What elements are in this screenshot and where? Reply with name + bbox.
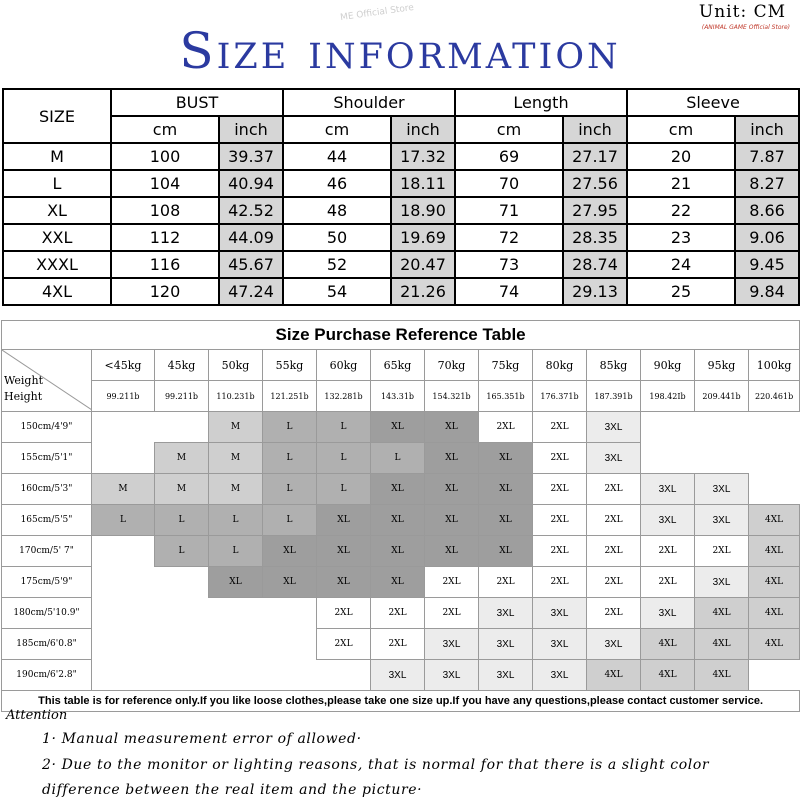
empty-cell: [263, 660, 317, 691]
recommended-size-cell: 2XL: [533, 443, 587, 474]
weight-kg-header: 95kg: [695, 350, 749, 381]
recommended-size-cell: 2XL: [479, 412, 533, 443]
recommended-size-cell: 2XL: [425, 567, 479, 598]
recommended-size-cell: 2XL: [533, 567, 587, 598]
empty-cell: [317, 660, 371, 691]
recommended-size-cell: XL: [317, 505, 371, 536]
size-label: L: [3, 170, 111, 197]
empty-cell: [749, 474, 800, 505]
weight-kg-header: 55kg: [263, 350, 317, 381]
measurement-cell: 28.74: [563, 251, 627, 278]
reference-table-caption: Size Purchase Reference Table: [2, 321, 800, 350]
recommended-size-cell: 4XL: [749, 598, 800, 629]
recommended-size-cell: L: [263, 505, 317, 536]
empty-cell: [155, 598, 209, 629]
group-header: BUST: [111, 89, 283, 116]
weight-lb-row: [2, 381, 800, 412]
recommended-size-cell: 2XL: [317, 598, 371, 629]
empty-cell: [749, 412, 800, 443]
empty-cell: [155, 629, 209, 660]
weight-lb-header: 176.371b: [533, 381, 587, 412]
recommended-size-cell: L: [209, 505, 263, 536]
store-caption: (ANIMAL GAME Official Store): [701, 24, 790, 31]
empty-cell: [92, 536, 155, 567]
group-header: Shoulder: [283, 89, 455, 116]
recommended-size-cell: 3XL: [371, 660, 425, 691]
weight-kg-header: 85kg: [587, 350, 641, 381]
recommended-size-cell: 2XL: [641, 567, 695, 598]
height-label: 150cm/4'9": [2, 412, 92, 443]
size-label: 4XL: [3, 278, 111, 305]
recommended-size-cell: 3XL: [641, 505, 695, 536]
recommended-size-cell: XL: [371, 505, 425, 536]
recommended-size-cell: XL: [479, 443, 533, 474]
measurement-cell: 9.84: [735, 278, 799, 305]
recommended-size-cell: L: [317, 443, 371, 474]
weight-corner-label: Weight: [4, 374, 43, 387]
height-label: 185cm/6'0.8": [2, 629, 92, 660]
recommended-size-cell: M: [209, 474, 263, 505]
empty-cell: [641, 443, 695, 474]
measurement-cell: 9.06: [735, 224, 799, 251]
empty-cell: [92, 412, 155, 443]
recommended-size-cell: 3XL: [479, 660, 533, 691]
recommended-size-cell: 2XL: [371, 598, 425, 629]
recommended-size-cell: 4XL: [749, 536, 800, 567]
measurement-cell: 20.47: [391, 251, 455, 278]
recommended-size-cell: L: [371, 443, 425, 474]
recommended-size-cell: 3XL: [425, 629, 479, 660]
measurement-cell: 8.66: [735, 197, 799, 224]
recommended-size-cell: XL: [425, 443, 479, 474]
recommended-size-cell: 2XL: [587, 598, 641, 629]
weight-lb-header: 132.281b: [317, 381, 371, 412]
recommended-size-cell: 2XL: [479, 567, 533, 598]
height-row: [2, 505, 800, 536]
recommended-size-cell: 2XL: [587, 567, 641, 598]
unit-header: cm: [283, 116, 391, 143]
recommended-size-cell: XL: [425, 412, 479, 443]
recommended-size-cell: 3XL: [533, 660, 587, 691]
recommended-size-cell: L: [263, 412, 317, 443]
measurement-cell: 9.45: [735, 251, 799, 278]
measurement-cell: 39.37: [219, 143, 283, 170]
recommended-size-cell: 4XL: [695, 598, 749, 629]
empty-cell: [92, 660, 155, 691]
measurement-cell: 73: [455, 251, 563, 278]
measurement-cell: 48: [283, 197, 391, 224]
measurement-cell: 70: [455, 170, 563, 197]
unit-header: cm: [455, 116, 563, 143]
recommended-size-cell: M: [155, 474, 209, 505]
empty-cell: [155, 412, 209, 443]
unit-header: inch: [391, 116, 455, 143]
size-label: XXXL: [3, 251, 111, 278]
recommended-size-cell: 4XL: [641, 629, 695, 660]
measurement-cell: 27.17: [563, 143, 627, 170]
recommended-size-cell: 4XL: [749, 505, 800, 536]
recommended-size-cell: XL: [209, 567, 263, 598]
recommended-size-cell: 2XL: [317, 629, 371, 660]
weight-lb-header: 198.42Ib: [641, 381, 695, 412]
measurement-cell: 18.90: [391, 197, 455, 224]
unit-header-row: [3, 116, 799, 143]
weight-kg-header: 75kg: [479, 350, 533, 381]
recommended-size-cell: XL: [479, 505, 533, 536]
recommended-size-cell: 2XL: [371, 629, 425, 660]
measurement-cell: 42.52: [219, 197, 283, 224]
recommended-size-cell: 2XL: [533, 412, 587, 443]
recommended-size-cell: 2XL: [587, 505, 641, 536]
recommended-size-cell: 3XL: [695, 567, 749, 598]
measurement-cell: 69: [455, 143, 563, 170]
empty-cell: [209, 598, 263, 629]
weight-lb-header: 209.441b: [695, 381, 749, 412]
empty-cell: [92, 598, 155, 629]
empty-cell: [263, 629, 317, 660]
recommended-size-cell: 2XL: [533, 536, 587, 567]
recommended-size-cell: M: [92, 474, 155, 505]
height-row: [2, 598, 800, 629]
recommended-size-cell: 4XL: [695, 660, 749, 691]
attention-note: difference between the real item and the picture·: [42, 782, 423, 798]
size-header-row: [3, 89, 799, 116]
measurement-cell: 100: [111, 143, 219, 170]
group-header: Sleeve: [627, 89, 799, 116]
size-chart-table: [2, 88, 800, 306]
measurement-cell: 21.26: [391, 278, 455, 305]
recommended-size-cell: XL: [479, 474, 533, 505]
recommended-size-cell: 3XL: [641, 598, 695, 629]
empty-cell: [749, 660, 800, 691]
measurement-cell: 17.32: [391, 143, 455, 170]
height-label: 190cm/6'2.8": [2, 660, 92, 691]
empty-cell: [749, 443, 800, 474]
measurement-cell: 22: [627, 197, 735, 224]
measurement-cell: 18.11: [391, 170, 455, 197]
weight-kg-header: 60kg: [317, 350, 371, 381]
weight-kg-header: 70kg: [425, 350, 479, 381]
recommended-size-cell: XL: [263, 536, 317, 567]
recommended-size-cell: L: [209, 536, 263, 567]
size-row: [3, 251, 799, 278]
size-label: XXL: [3, 224, 111, 251]
measurement-cell: 120: [111, 278, 219, 305]
recommended-size-cell: XL: [371, 412, 425, 443]
measurement-cell: 52: [283, 251, 391, 278]
measurement-cell: 74: [455, 278, 563, 305]
measurement-cell: 24: [627, 251, 735, 278]
size-row: [3, 197, 799, 224]
measurement-cell: 28.35: [563, 224, 627, 251]
measurement-cell: 25: [627, 278, 735, 305]
height-row: [2, 474, 800, 505]
recommended-size-cell: L: [317, 412, 371, 443]
recommended-size-cell: 2XL: [587, 474, 641, 505]
recommended-size-cell: XL: [425, 536, 479, 567]
measurement-cell: 112: [111, 224, 219, 251]
weight-lb-header: 154.321b: [425, 381, 479, 412]
height-label: 175cm/5'9": [2, 567, 92, 598]
height-corner-label: Height: [4, 390, 43, 403]
recommended-size-cell: 2XL: [587, 536, 641, 567]
recommended-size-cell: 3XL: [695, 505, 749, 536]
recommended-size-cell: 3XL: [533, 598, 587, 629]
recommended-size-cell: 3XL: [641, 474, 695, 505]
size-reference-table: [1, 320, 800, 712]
height-row: [2, 629, 800, 660]
recommended-size-cell: 3XL: [479, 598, 533, 629]
weight-lb-header: 143.31b: [371, 381, 425, 412]
height-label: 155cm/5'1": [2, 443, 92, 474]
recommended-size-cell: 3XL: [587, 443, 641, 474]
measurement-cell: 54: [283, 278, 391, 305]
height-row: [2, 443, 800, 474]
reference-footnote: This table is for reference only.If you like loose clothes,please take one size up.If you have any questions,please contact customer service.: [2, 691, 800, 712]
recommended-size-cell: 3XL: [587, 412, 641, 443]
measurement-cell: 108: [111, 197, 219, 224]
recommended-size-cell: XL: [371, 536, 425, 567]
empty-cell: [695, 443, 749, 474]
measurement-cell: 47.24: [219, 278, 283, 305]
measurement-cell: 20: [627, 143, 735, 170]
recommended-size-cell: 4XL: [749, 567, 800, 598]
recommended-size-cell: L: [155, 505, 209, 536]
height-row: [2, 412, 800, 443]
size-row: [3, 143, 799, 170]
weight-lb-header: 187.391b: [587, 381, 641, 412]
weight-kg-row: [2, 350, 800, 381]
measurement-cell: 116: [111, 251, 219, 278]
recommended-size-cell: XL: [479, 536, 533, 567]
recommended-size-cell: L: [263, 443, 317, 474]
recommended-size-cell: XL: [263, 567, 317, 598]
recommended-size-cell: 3XL: [533, 629, 587, 660]
height-label: 180cm/5'10.9": [2, 598, 92, 629]
recommended-size-cell: 2XL: [695, 536, 749, 567]
empty-cell: [209, 660, 263, 691]
unit-header: cm: [627, 116, 735, 143]
weight-lb-header: 99.211b: [92, 381, 155, 412]
unit-label: Unit: CM: [698, 2, 786, 22]
weight-lb-header: 121.251b: [263, 381, 317, 412]
empty-cell: [695, 412, 749, 443]
recommended-size-cell: M: [155, 443, 209, 474]
measurement-cell: 7.87: [735, 143, 799, 170]
empty-cell: [155, 660, 209, 691]
recommended-size-cell: M: [209, 443, 263, 474]
measurement-cell: 72: [455, 224, 563, 251]
empty-cell: [92, 567, 155, 598]
group-header: Length: [455, 89, 627, 116]
recommended-size-cell: XL: [425, 505, 479, 536]
size-label: XL: [3, 197, 111, 224]
recommended-size-cell: 2XL: [425, 598, 479, 629]
size-label: M: [3, 143, 111, 170]
empty-cell: [92, 443, 155, 474]
measurement-cell: 27.95: [563, 197, 627, 224]
recommended-size-cell: 4XL: [641, 660, 695, 691]
empty-cell: [641, 412, 695, 443]
recommended-size-cell: XL: [371, 567, 425, 598]
size-header: SIZE: [3, 89, 111, 143]
weight-kg-header: 45kg: [155, 350, 209, 381]
recommended-size-cell: 2XL: [533, 505, 587, 536]
measurement-cell: 44: [283, 143, 391, 170]
empty-cell: [92, 629, 155, 660]
weight-kg-header: 65kg: [371, 350, 425, 381]
recommended-size-cell: 3XL: [587, 629, 641, 660]
recommended-size-cell: 2XL: [641, 536, 695, 567]
measurement-cell: 45.67: [219, 251, 283, 278]
measurement-cell: 40.94: [219, 170, 283, 197]
measurement-cell: 29.13: [563, 278, 627, 305]
recommended-size-cell: 4XL: [749, 629, 800, 660]
recommended-size-cell: XL: [317, 567, 371, 598]
unit-header: inch: [219, 116, 283, 143]
weight-lb-header: 99.211b: [155, 381, 209, 412]
measurement-cell: 8.27: [735, 170, 799, 197]
measurement-cell: 19.69: [391, 224, 455, 251]
attention-note: 1· Manual measurement error of allowed·: [42, 731, 362, 747]
recommended-size-cell: 3XL: [695, 474, 749, 505]
weight-kg-header: 80kg: [533, 350, 587, 381]
store-watermark: ME Official Store: [339, 2, 415, 24]
weight-kg-header: 50kg: [209, 350, 263, 381]
height-label: 170cm/5' 7": [2, 536, 92, 567]
measurement-cell: 71: [455, 197, 563, 224]
measurement-cell: 104: [111, 170, 219, 197]
weight-kg-header: <45kg: [92, 350, 155, 381]
unit-header: inch: [563, 116, 627, 143]
attention-note: 2· Due to the monitor or lighting reasons, that is normal for that there is a slight color: [42, 757, 710, 773]
recommended-size-cell: L: [155, 536, 209, 567]
weight-lb-header: 110.231b: [209, 381, 263, 412]
measurement-cell: 50: [283, 224, 391, 251]
recommended-size-cell: L: [92, 505, 155, 536]
height-row: [2, 536, 800, 567]
weight-lb-header: 220.461b: [749, 381, 800, 412]
weight-height-corner: [2, 350, 92, 412]
weight-kg-header: 100kg: [749, 350, 800, 381]
attention-heading: Attention: [6, 708, 68, 723]
unit-header: inch: [735, 116, 799, 143]
height-row: [2, 660, 800, 691]
recommended-size-cell: XL: [371, 474, 425, 505]
recommended-size-cell: L: [263, 474, 317, 505]
recommended-size-cell: M: [209, 412, 263, 443]
measurement-cell: 44.09: [219, 224, 283, 251]
recommended-size-cell: XL: [317, 536, 371, 567]
size-row: [3, 278, 799, 305]
unit-header: cm: [111, 116, 219, 143]
measurement-cell: 21: [627, 170, 735, 197]
height-row: [2, 567, 800, 598]
page-title: Size information: [179, 22, 621, 80]
measurement-cell: 27.56: [563, 170, 627, 197]
recommended-size-cell: 3XL: [425, 660, 479, 691]
size-row: [3, 170, 799, 197]
height-label: 160cm/5'3": [2, 474, 92, 505]
recommended-size-cell: L: [317, 474, 371, 505]
size-row: [3, 224, 799, 251]
weight-kg-header: 90kg: [641, 350, 695, 381]
height-label: 165cm/5'5": [2, 505, 92, 536]
weight-lb-header: 165.351b: [479, 381, 533, 412]
empty-cell: [155, 567, 209, 598]
recommended-size-cell: XL: [425, 474, 479, 505]
recommended-size-cell: 4XL: [587, 660, 641, 691]
measurement-cell: 23: [627, 224, 735, 251]
recommended-size-cell: 2XL: [533, 474, 587, 505]
empty-cell: [209, 629, 263, 660]
empty-cell: [263, 598, 317, 629]
measurement-cell: 46: [283, 170, 391, 197]
recommended-size-cell: 4XL: [695, 629, 749, 660]
recommended-size-cell: 3XL: [479, 629, 533, 660]
